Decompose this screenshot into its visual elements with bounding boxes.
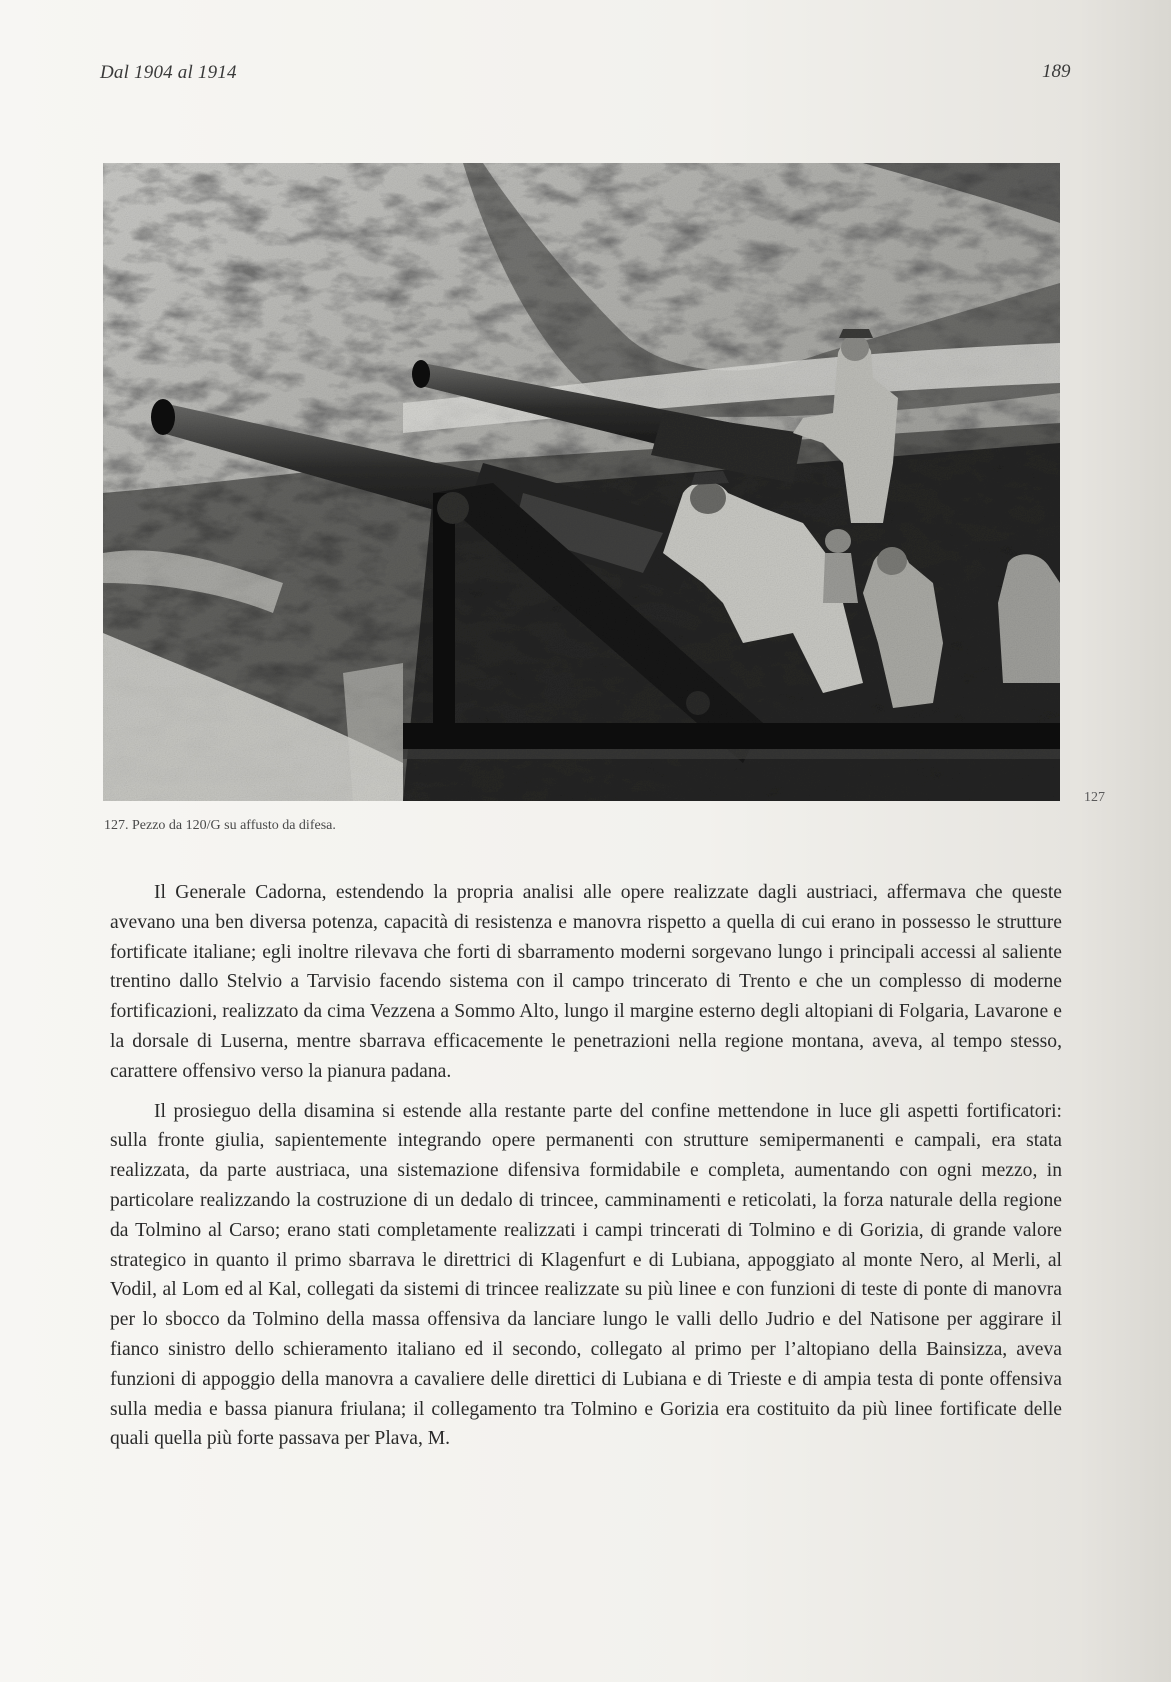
figure-margin-number: 127 — [1084, 790, 1105, 805]
running-title: Dal 1904 al 1914 — [100, 62, 237, 83]
figure-caption: 127. Pezzo da 120/G su affusto da difesa. — [104, 818, 336, 833]
photo-image-content — [103, 163, 1060, 801]
paragraph-2: Il prosieguo della disamina si estende alla restante parte del confine mettendone in luce gli aspetti fortificatori: sulla fronte giulia, sapientemente integrando opere permanenti con strutture semipermanenti e campali, era stata realizzata, da parte austriaca, una sistemazione difensiva formidabile e completa, aumentando con ogni mezzo, in particolare realizzando la costruzione di un dedalo di trincee, camminamenti e reticolati, la forza naturale della regione da Tolmino al Carso; erano stati completamente realizzati i campi trincerati di Tolmino e di Gorizia, di grande valore strategico in quanto il primo sbarrava le direttrici di Klagenfurt e di Lubiana, appoggiato al monte Nero, al Merli, al Vodil, al Lom ed al Kal, collegati da sistemi di trincee realizzate su più linee e con funzioni di teste di ponte di manovra per lo sbocco da Tolmino della massa offensiva da lanciare lungo le valli dello Judrio e del Natisone per aggirare il fianco sinistro dello schieramento italiano ed il secondo, collegato al primo per l’altopiano della Bainsizza, aveva funzioni di appoggio della manovra a cavaliere delle direttici di Lubiana e di Trieste e di ampia testa di ponte offensiva sulla media e bassa pianura friulana; il collegamento tra Tolmino e Gorizia era costituito da più linee fortificate delle quali quella più forte passava per Plava, M. — [110, 1100, 1062, 1450]
page-number: 189 — [1042, 61, 1071, 82]
body-text — [110, 878, 1062, 1464]
artillery-photograph — [103, 163, 1060, 801]
paragraph-1: Il Generale Cadorna, estendendo la propria analisi alle opere realizzate dagli austriaci, affermava che queste avevano una ben diversa potenza, capacità di resistenza e manovra rispetto a quella di cui erano in possesso le strutture fortificate italiane; egli inoltre rilevava che forti di sbarramento moderni sorgevano lungo i principali accessi al saliente trentino dallo Stelvio a Tarvisio facendo sistema con il campo trincerato di Trento e che un complesso di moderne fortificazioni, realizzato da cima Vezzena a Sommo Alto, lungo il margine esterno degli altopiani di Folgaria, Lavarone e la dorsale di Luserna, mentre sbarrava efficacemente le penetrazioni nella regione montana, aveva, al tempo stesso, carattere offensivo verso la pianura padana. — [110, 882, 1062, 1082]
